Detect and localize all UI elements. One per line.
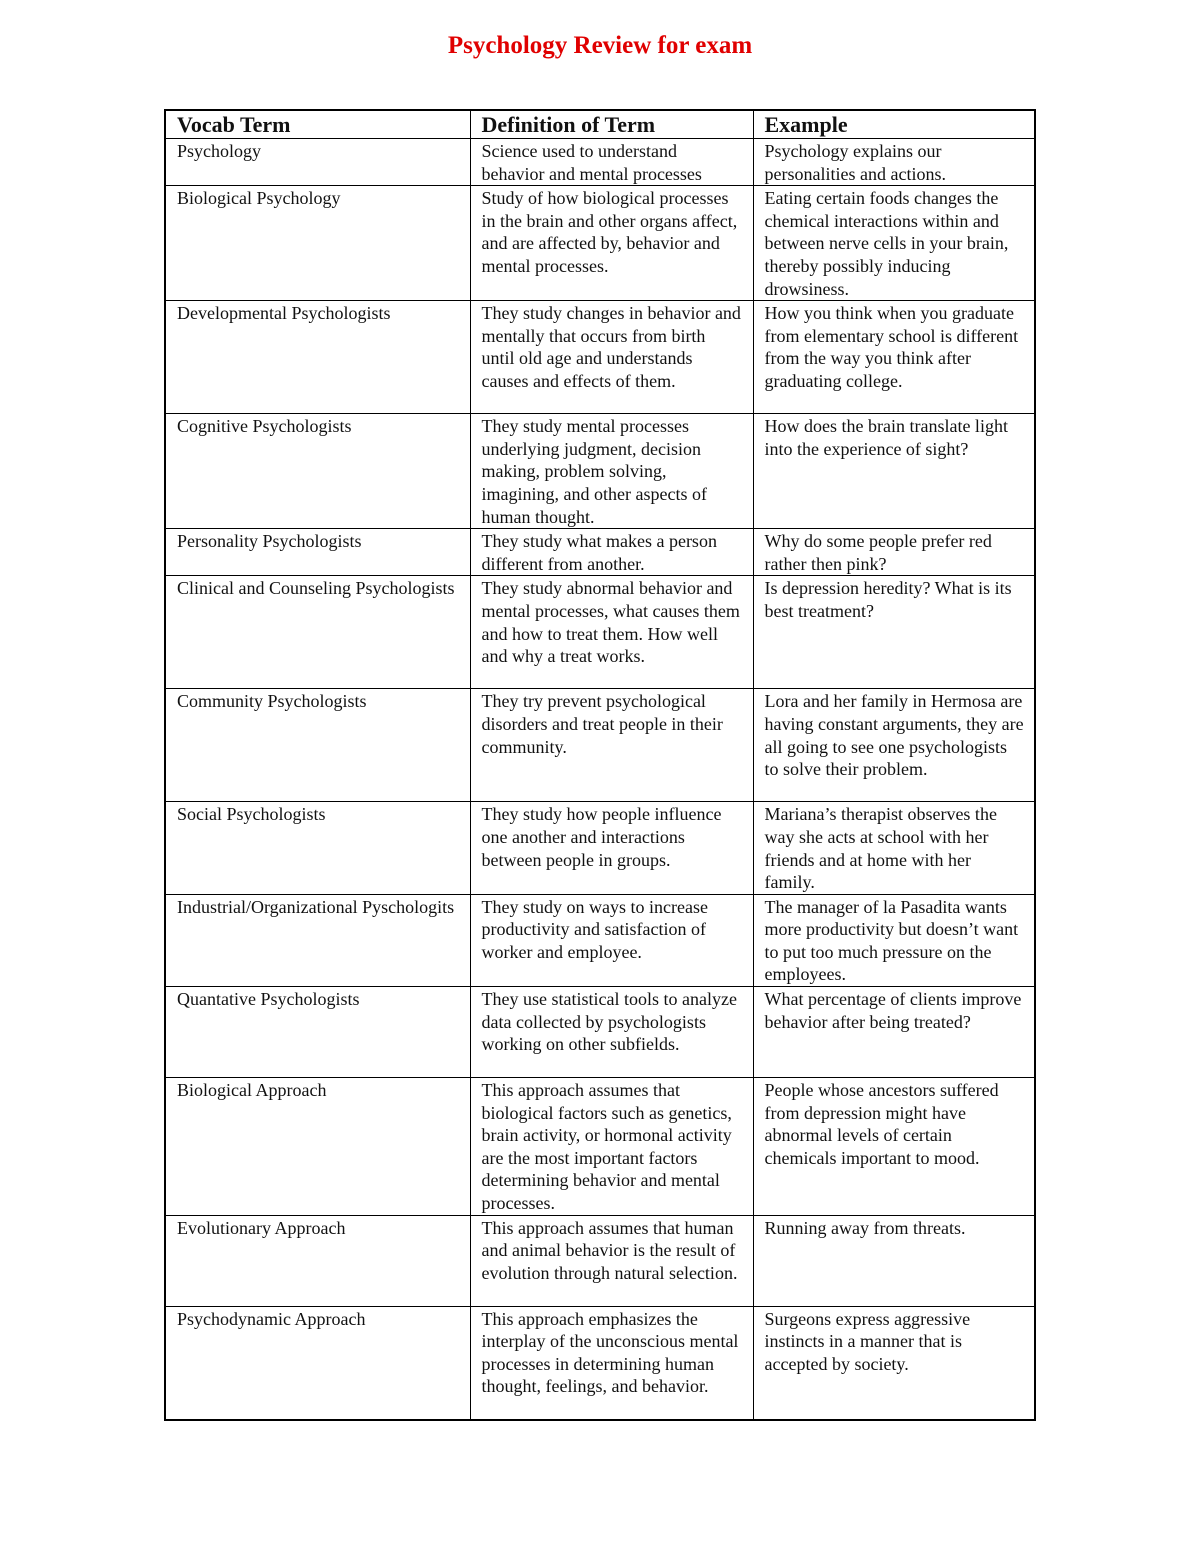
table-row [165,802,1035,894]
term-cell: Personality Psychologists [165,529,470,576]
definition-cell: They use statistical tools to analyze data collected by psychologists working on other subfields. [470,987,753,1078]
example-cell: Running away from threats. [753,1215,1035,1306]
example-cell: Is depression heredity? What is its best treatment? [753,576,1035,689]
definition-cell: They study mental processes underlying judgment, decision making, problem solving, imagining, and other aspects of human thought. [470,414,753,529]
term-cell: Developmental Psychologists [165,301,470,414]
example-cell: The manager of la Pasadita wants more productivity but doesn’t want to put too much pressure on the employees. [753,894,1035,986]
term-cell: Cognitive Psychologists [165,414,470,529]
example-cell: Mariana’s therapist observes the way she acts at school with her friends and at home with her family. [753,802,1035,894]
table-row [165,894,1035,986]
definition-cell: This approach emphasizes the interplay of the unconscious mental processes in determining human thought, feelings, and behavior. [470,1306,753,1420]
definition-cell: They study changes in behavior and mentally that occurs from birth until old age and understands causes and effects of them. [470,301,753,414]
term-cell: Psychodynamic Approach [165,1306,470,1420]
term-cell: Community Psychologists [165,689,470,802]
header-definition: Definition of Term [470,110,753,139]
definition-cell: They study on ways to increase productivity and satisfaction of worker and employee. [470,894,753,986]
example-cell: People whose ancestors suffered from depression might have abnormal levels of certain chemicals important to mood. [753,1078,1035,1216]
term-cell: Clinical and Counseling Psychologists [165,576,470,689]
term-cell: Social Psychologists [165,802,470,894]
term-cell: Industrial/Organizational Pyschologits [165,894,470,986]
definition-cell: They study how people influence one another and interactions between people in groups. [470,802,753,894]
page-title: Psychology Review for exam [447,32,753,59]
table-row [165,139,1035,186]
table-row [165,1215,1035,1306]
definition-cell: They study abnormal behavior and mental processes, what causes them and how to treat them. How well and why a treat works. [470,576,753,689]
term-cell: Evolutionary Approach [165,1215,470,1306]
term-cell: Biological Approach [165,1078,470,1216]
table-row [165,1306,1035,1420]
table-row [165,529,1035,576]
table-header-row [165,110,1035,139]
term-cell: Psychology [165,139,470,186]
example-cell: How you think when you graduate from elementary school is different from the way you think after graduating college. [753,301,1035,414]
header-vocab-term: Vocab Term [165,110,470,139]
table-row [165,186,1035,301]
table-row [165,1078,1035,1216]
table-row [165,987,1035,1078]
example-cell: Surgeons express aggressive instincts in a manner that is accepted by society. [753,1306,1035,1420]
definition-cell: They try prevent psychological disorders and treat people in their community. [470,689,753,802]
example-cell: Eating certain foods changes the chemical interactions within and between nerve cells in your brain, thereby possibly inducing drowsiness. [753,186,1035,301]
term-cell: Biological Psychology [165,186,470,301]
example-cell: What percentage of clients improve behavior after being treated? [753,987,1035,1078]
definition-cell: They study what makes a person different from another. [470,529,753,576]
definition-cell: Study of how biological processes in the brain and other organs affect, and are affected by, behavior and mental processes. [470,186,753,301]
example-cell: Why do some people prefer red rather then pink? [753,529,1035,576]
table-row [165,689,1035,802]
table-row [165,414,1035,529]
example-cell: Lora and her family in Hermosa are having constant arguments, they are all going to see one psychologists to solve their problem. [753,689,1035,802]
table-row [165,576,1035,689]
term-cell: Quantative Psychologists [165,987,470,1078]
table-row [165,301,1035,414]
header-example: Example [753,110,1035,139]
example-cell: How does the brain translate light into the experience of sight? [753,414,1035,529]
definition-cell: Science used to understand behavior and mental processes [470,139,753,186]
example-cell: Psychology explains our personalities and actions. [753,139,1035,186]
definition-cell: This approach assumes that human and animal behavior is the result of evolution through natural selection. [470,1215,753,1306]
vocab-table [164,109,1036,1421]
definition-cell: This approach assumes that biological factors such as genetics, brain activity, or hormonal activity are the most important factors determining behavior and mental processes. [470,1078,753,1216]
